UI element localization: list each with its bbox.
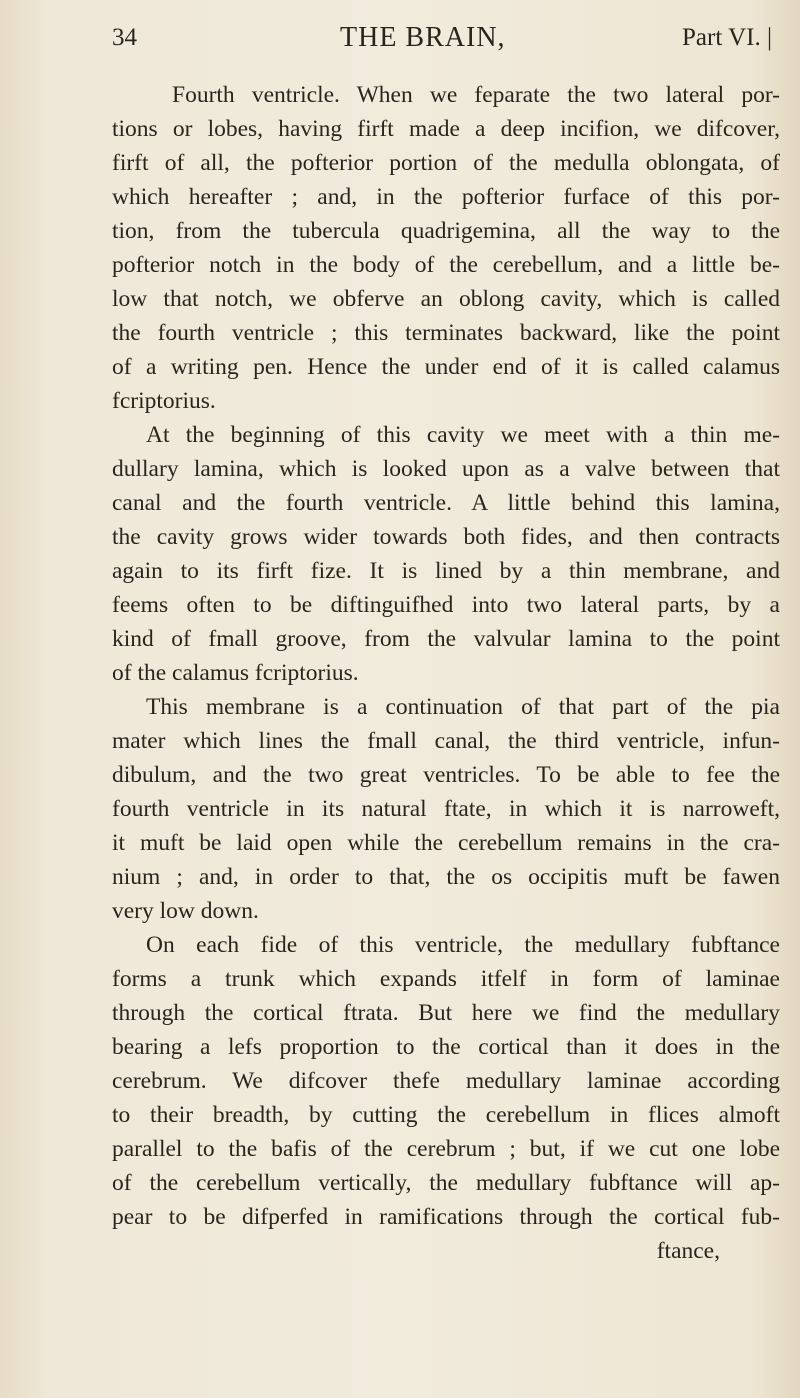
catchword: ftance,	[656, 1238, 720, 1264]
text-line: canal and the fourth ventricle. A little behind this lamina,	[112, 490, 780, 516]
text-line: Fourth ventricle. When we feparate the two lateral por-	[172, 82, 780, 108]
text-line: pear to be difperfed in ramifications through the cortical fub-	[112, 1204, 780, 1230]
running-title: THE BRAIN,	[340, 22, 506, 53]
text-line: the cavity grows wider towards both fides, and then contracts	[112, 524, 780, 550]
text-line: bearing a lefs proportion to the cortical than it does in the	[112, 1034, 780, 1060]
text-line: forms a trunk which expands itfelf in form of laminae	[112, 966, 780, 992]
running-header	[112, 18, 772, 58]
text-line: nium ; and, in order to that, the os occipitis muft be fawen	[112, 864, 780, 890]
text-line: pofterior notch in the body of the cerebellum, and a little be-	[112, 252, 780, 278]
text-line: parallel to the bafis of the cerebrum ; but, if we cut one lobe	[112, 1136, 780, 1162]
text-line: At the beginning of this cavity we meet with a thin me-	[146, 422, 780, 448]
part-label: Part VI. |	[682, 24, 772, 51]
text-line: which hereafter ; and, in the pofterior furface of this por-	[112, 184, 780, 210]
text-line: This membrane is a continuation of that part of the pia	[146, 694, 780, 720]
text-line: of the cerebellum vertically, the medullary fubftance will ap-	[112, 1170, 780, 1196]
text-line: tions or lobes, having firft made a deep incifion, we difcover,	[112, 116, 780, 142]
text-line: of a writing pen. Hence the under end of it is called calamus	[112, 354, 780, 380]
text-line: again to its firft fize. It is lined by a thin membrane, and	[112, 558, 780, 584]
text-line: the fourth ventricle ; this terminates backward, like the point	[112, 320, 780, 346]
text-line: low that notch, we obferve an oblong cavity, which is called	[112, 286, 780, 312]
text-line: On each fide of this ventricle, the medullary fubftance	[146, 932, 780, 958]
text-line: it muft be laid open while the cerebellum remains in the cra-	[112, 830, 780, 856]
text-line: to their breadth, by cutting the cerebellum in flices almoft	[112, 1102, 780, 1128]
text-line: of the calamus fcriptorius.	[112, 660, 359, 686]
text-line: through the cortical ftrata. But here we find the medullary	[112, 1000, 780, 1026]
body-text	[112, 78, 780, 1268]
text-line: cerebrum. We difcover thefe medullary laminae according	[112, 1068, 780, 1094]
text-line: firft of all, the pofterior portion of the medulla oblongata, of	[112, 150, 780, 176]
text-line: fourth ventricle in its natural ftate, in which it is narroweft,	[112, 796, 780, 822]
text-line: dibulum, and the two great ventricles. To be able to fee the	[112, 762, 780, 788]
text-line: mater which lines the fmall canal, the third ventricle, infun-	[112, 728, 780, 754]
text-line: kind of fmall groove, from the valvular lamina to the point	[112, 626, 780, 652]
text-line: tion, from the tubercula quadrigemina, all the way to the	[112, 218, 780, 244]
text-line: dullary lamina, which is looked upon as a valve between that	[112, 456, 780, 482]
text-line: fcriptorius.	[112, 388, 216, 414]
text-line: very low down.	[112, 898, 259, 924]
page-number: 34	[112, 24, 137, 51]
text-line: feems often to be diftinguifhed into two lateral parts, by a	[112, 592, 780, 618]
